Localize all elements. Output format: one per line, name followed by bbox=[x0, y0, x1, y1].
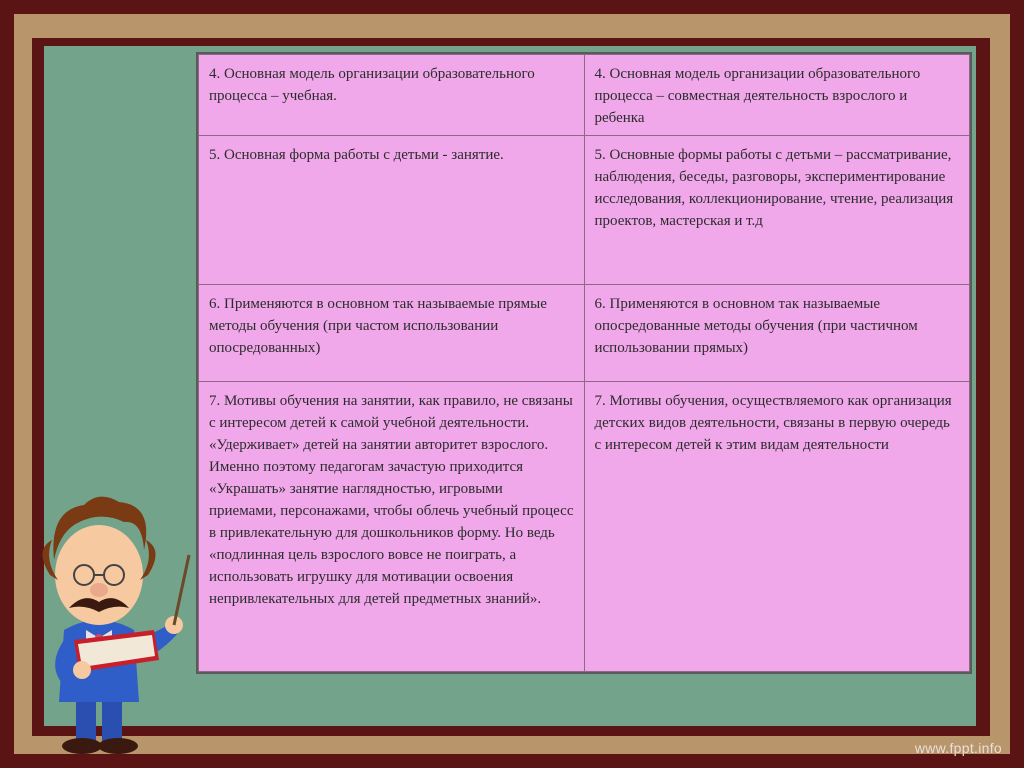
table-cell: 6. Применяются в основном так называемые прямые методы обучения (при частом использовании опосредованных) bbox=[199, 285, 585, 382]
table-row bbox=[199, 285, 970, 382]
table-cell: 7. Мотивы обучения, осуществляемого как организация детских видов деятельности, связаны в первую очередь с интересом детей к этим видам деятельности bbox=[584, 382, 970, 672]
table-cell: 5. Основные формы работы с детьми – рассматривание, наблюдения, беседы, разговоры, экспериментирование исследования, коллекционирование, чтение, реализация проектов, мастерская и т.д bbox=[584, 136, 970, 285]
table-row bbox=[199, 136, 970, 285]
table-cell: 4. Основная модель организации образовательного процесса – учебная. bbox=[199, 55, 585, 136]
comparison-table bbox=[196, 52, 972, 674]
table-cell: 6. Применяются в основном так называемые опосредованные методы обучения (при частичном использовании прямых) bbox=[584, 285, 970, 382]
table-cell: 7. Мотивы обучения на занятии, как правило, не связаны с интересом детей к самой учебной деятельности. «Удерживает» детей на занятии авторитет взрослого. Именно поэтому педагогам зачастую приходится «Украшать» занятие наглядностью, игровыми приемами, персонажами, чтобы облечь учебный процесс в привлекательную для дошкольников форму. Но ведь «подлинная цель взрослого вовсе не поиграть, а использовать игрушку для мотивации освоения непривлекательных для детей предметных знаний». bbox=[199, 382, 585, 672]
table-row bbox=[199, 382, 970, 672]
table-cell: 4. Основная модель организации образовательного процесса – совместная деятельность взрослого и ребенка bbox=[584, 55, 970, 136]
table-cell: 5. Основная форма работы с детьми - занятие. bbox=[199, 136, 585, 285]
professor-illustration bbox=[14, 480, 204, 760]
footer-site-label: www.fppt.info bbox=[914, 740, 1002, 756]
table-row bbox=[199, 55, 970, 136]
